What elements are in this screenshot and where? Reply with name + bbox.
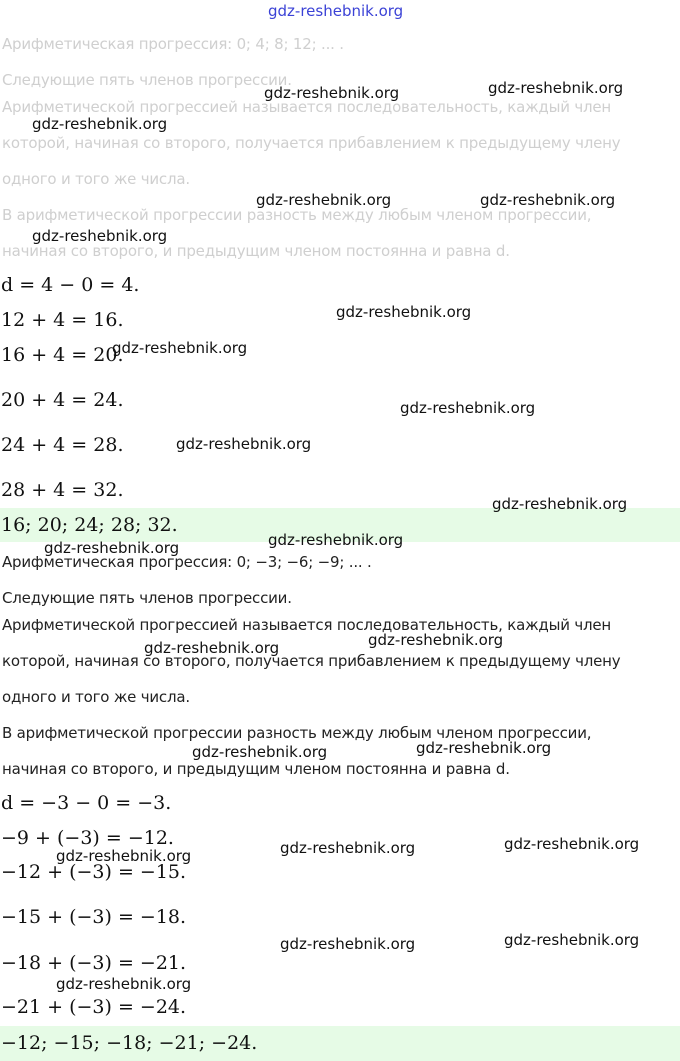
section1-definition-line1: Арифметической прогрессией называется последовательность, каждый член	[2, 98, 612, 116]
section2-step: d = −3 − 0 = −3.	[1, 792, 172, 814]
section2-step: −12 + (−3) = −15.	[1, 861, 187, 883]
watermark: gdz-reshebnik.org	[176, 435, 312, 453]
watermark: gdz-reshebnik.org	[416, 739, 552, 757]
watermark: gdz-reshebnik.org	[264, 84, 400, 102]
section1-definition-line2: которой, начиная со второго, получается прибавлением к предыдущему члену	[2, 134, 621, 152]
watermark: gdz-reshebnik.org	[268, 531, 404, 549]
section1-step: d = 4 − 0 = 4.	[1, 274, 140, 296]
section2-step: −18 + (−3) = −21.	[1, 952, 187, 974]
section1-difference-line2: начиная со второго, и предыдущим членом постоянна и равна d.	[2, 242, 510, 260]
section1-difference-line1: В арифметической прогрессии разность между любым членом прогрессии,	[2, 206, 592, 224]
watermark: gdz-reshebnik.org	[44, 539, 180, 557]
section1-step: 24 + 4 = 28.	[1, 434, 124, 456]
section1-task: Следующие пять членов прогрессии.	[2, 71, 292, 89]
watermark: gdz-reshebnik.org	[56, 847, 192, 865]
section1-step: 28 + 4 = 32.	[1, 479, 124, 501]
section2-difference-line1: В арифметической прогрессии разность между любым членом прогрессии,	[2, 724, 592, 742]
watermark: gdz-reshebnik.org	[336, 303, 472, 321]
watermark: gdz-reshebnik.org	[280, 839, 416, 857]
section2-progression: Арифметическая прогрессия: 0; −3; −6; −9; ... .	[2, 553, 372, 571]
watermark: gdz-reshebnik.org	[488, 79, 624, 97]
watermark: gdz-reshebnik.org	[504, 931, 640, 949]
section1-definition-line3: одного и того же числа.	[2, 170, 190, 188]
watermark: gdz-reshebnik.org	[56, 975, 192, 993]
section2-definition-line1: Арифметической прогрессией называется последовательность, каждый член	[2, 616, 612, 634]
watermark: gdz-reshebnik.org	[368, 631, 504, 649]
watermark: gdz-reshebnik.org	[32, 227, 168, 245]
section2-answer: −12; −15; −18; −21; −24.	[1, 1032, 258, 1054]
section1-answer: 16; 20; 24; 28; 32.	[1, 514, 178, 536]
section1-step: 16 + 4 = 20.	[1, 344, 124, 366]
watermark: gdz-reshebnik.org	[256, 191, 392, 209]
section1-step: 20 + 4 = 24.	[1, 389, 124, 411]
watermark: gdz-reshebnik.org	[492, 495, 628, 513]
watermark: gdz-reshebnik.org	[32, 115, 168, 133]
section1-progression: Арифметическая прогрессия: 0; 4; 8; 12; ... .	[2, 35, 344, 53]
section2-step: −9 + (−3) = −12.	[1, 827, 174, 849]
section2-difference-line2: начиная со второго, и предыдущим членом постоянна и равна d.	[2, 760, 510, 778]
section2-definition-line2: которой, начиная со второго, получается прибавлением к предыдущему члену	[2, 652, 621, 670]
section2-step: −21 + (−3) = −24.	[1, 996, 187, 1018]
watermark: gdz-reshebnik.org	[504, 835, 640, 853]
section2-step: −15 + (−3) = −18.	[1, 906, 187, 928]
watermark: gdz-reshebnik.org	[280, 935, 416, 953]
watermark: gdz-reshebnik.org	[192, 743, 328, 761]
watermark: gdz-reshebnik.org	[144, 639, 280, 657]
section2-definition-line3: одного и того же числа.	[2, 688, 190, 706]
watermark: gdz-reshebnik.org	[400, 399, 536, 417]
watermark: gdz-reshebnik.org	[112, 339, 248, 357]
watermark: gdz-reshebnik.org	[268, 2, 404, 20]
section1-step: 12 + 4 = 16.	[1, 309, 124, 331]
watermark: gdz-reshebnik.org	[480, 191, 616, 209]
section2-task: Следующие пять членов прогрессии.	[2, 589, 292, 607]
